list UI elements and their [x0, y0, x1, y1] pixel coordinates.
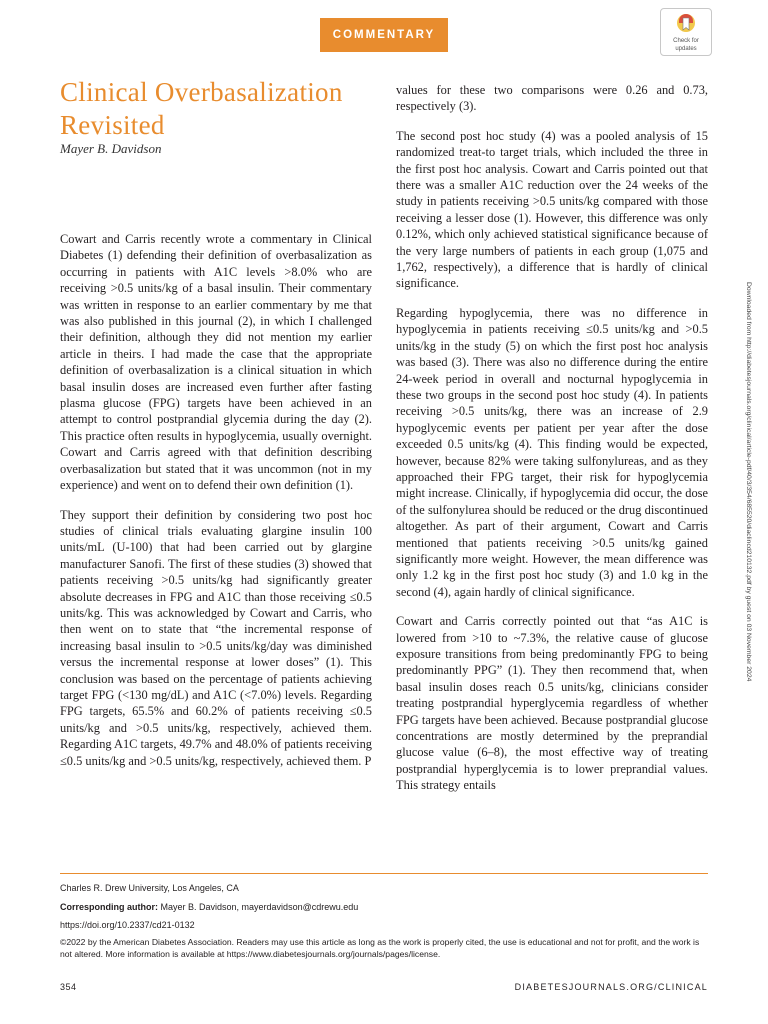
doi-link[interactable]: https://doi.org/10.2337/cd21-0132: [60, 920, 195, 930]
left-column: [60, 231, 372, 782]
paragraph: Cowart and Carris recently wrote a commentary in Clinical Diabetes (1) defending their definition of overbasalization as occurring in patients with A1C levels >8.0% who are receiving >0.5 units/kg of a basal insulin. Their commentary was written in response to an earlier commentary by me that was also published in this journal (2), in which I challenged their definition, although they did not mention my earlier article in theirs. I had made the case that the appropriate definition of overbasalization is a clinical situation in which basal insulin doses are increased even further after fasting plasma glucose (FPG) targets have been achieved in an attempt to control postprandial glycemia during the day (2). This practice often results in hypoglycemia, usually overnight. Cowart and Carris agreed with that definition describing overbasalization but stated that it was uncommon (not in my experience) and went on to defend their own definition (1).: [60, 232, 372, 493]
corresponding-author: [60, 901, 708, 913]
paragraph: Regarding hypoglycemia, there was no difference in hypoglycemia in patients receiving ≤0.5 units/kg and >0.5 units/kg in the study (5) on which the first post hoc analysis was based (3). There was also no difference during the entire 24-week period in overall and nocturnal hypoglycemia in these two groups in the second post hoc study (4). In patients receiving >0.5 units/kg, there was an increase of 2.9 hypoglycemic events per patient per year after the dose exceeded 0.5 units/kg (4). This finding would be expected, however, because 82% were taking sulfonylureas, and as they approached their FPG target, their risk for hypoglycemia might increase. Clinically, if hypoglycemia did occur, the dose of the sulfonylurea should be reduced or the drug discontinued altogether. As part of their argument, Cowart and Carris mentioned that patients receiving >0.5 units/kg gained significantly more weight. However, the mean difference was only 1.2 kg in the first post hoc study (3) and 1.0 kg in the second (4), again hardly of clinical significance.: [396, 305, 708, 599]
affiliation: Charles R. Drew University, Los Angeles, CA: [60, 883, 239, 893]
right-column: [396, 82, 708, 807]
badge-text-1: Check for: [673, 38, 699, 44]
corresponding-text: Mayer B. Davidson, mayerdavidson@cdrewu.edu: [160, 902, 359, 912]
download-note: [742, 282, 752, 762]
paragraph: The second post hoc study (4) was a pooled analysis of 15 randomized treat-to target trials, which included the three in the first post hoc analysis. Cowart and Carris pointed out that there was a smaller A1C reduction over the 24 weeks of the study in patients receiving >0.5 units/kg compared with those receiving a lesser dose (1). However, this difference was only 0.12%, which only achieved statistical significance because of the very large numbers of patients in each group (1,075 and 1,762, respectively), a difference that is hardly of clinical significance.: [396, 128, 708, 291]
copyright: ©2022 by the American Diabetes Association. Readers may use this article as long as the work is properly cited, the use is educational and not for profit, and the work is not altered. More information is available at https://www.diabetesjournals.org/journals/pages/license.: [60, 937, 700, 959]
badge-text-2: updates: [675, 46, 697, 52]
corresponding-label: Corresponding author:: [60, 902, 158, 912]
paragraph: Cowart and Carris correctly pointed out that “as A1C is lowered from >10 to ~7.3%, the relative cause of glucose exposure transitions from being predominantly FPG to being predominantly PPG” (1). They then recommend that, when basal insulin doses reach 0.5 units/kg, clinicians consider treating postprandial hyperglycemia regardless of whether FPG targets have been achieved. Because postprandial glucose concentrations are mostly determined by the preprandial glucose value (6–8), the most effective way of treating postprandial hyperglycemia is to lower preprandial values. This strategy entails: [396, 614, 708, 793]
check-for-updates-badge[interactable]: [660, 8, 712, 56]
journal-url[interactable]: DIABETESJOURNALS.ORG/CLINICAL: [514, 982, 708, 992]
bookmark-icon: [675, 13, 697, 37]
download-note-text: Downloaded from http://diabetesjournals.org/clinical/article-pdf/40/3/354/685520/diaclincd210132.pdf by guest on 03 November 2024: [745, 282, 752, 682]
paragraph: They support their definition by considering two post hoc studies of clinical trials evaluating glargine insulin 100 units/mL (U-100) that had been carried out by glargine manufacturer Sanofi. The first of these studies (3) showed that patients receiving >0.5 units/kg had significantly greater absolute decreases in FPG and A1C than those receiving ≤0.5 units/kg. This was acknowledged by Cowart and Carris, who then went on to state that “the incremental response of increasing basal insulin to >0.5 units/kg/day was diminished versus the incremental response at lower doses” (1). This conclusion was based on the percentage of patients achieving target FPG (<130 mg/dL) and A1C (<7.0%) levels. Regarding FPG targets, 65.5% and 60.2% of patients receiving ≤0.5 units/kg and >0.5 units/kg, respectively, achieved them. Regarding A1C targets, 49.7% and 48.0% of patients receiving ≤0.5 units/kg and >0.5 units/kg, respectively, achieved them. P: [60, 507, 372, 768]
section-label: COMMENTARY: [320, 18, 448, 52]
page-number: 354: [60, 982, 77, 992]
footer-rule: [60, 873, 708, 874]
article-title: Clinical Overbasalization Revisited: [60, 77, 343, 140]
paragraph: values for these two comparisons were 0.26 and 0.73, respectively (3).: [396, 83, 708, 114]
article-author: Mayer B. Davidson: [60, 141, 162, 156]
